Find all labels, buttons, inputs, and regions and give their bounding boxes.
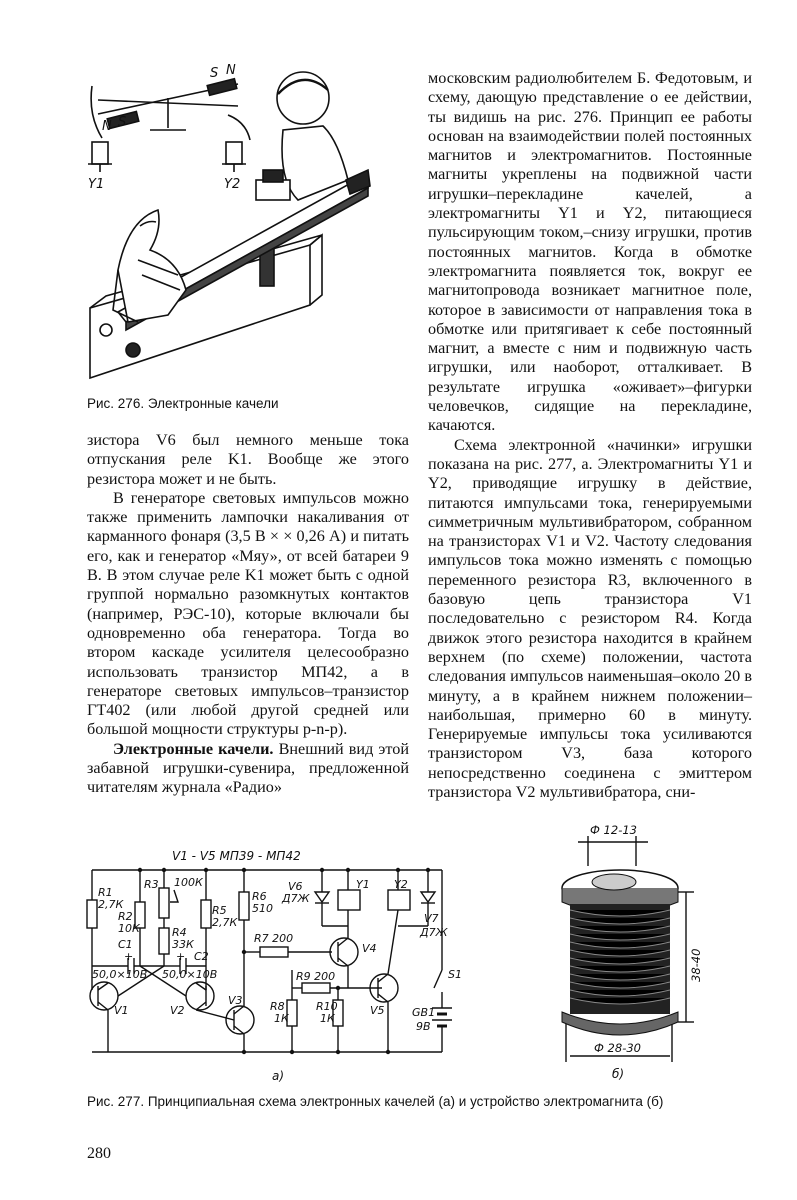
label-r1: R1 <box>98 886 113 899</box>
left-text-column <box>87 431 409 798</box>
paragraph: зистора V6 был немного меньше тока отпускания реле K1. Вообще же этого резистора может и не быть. <box>87 431 409 488</box>
label-s1: S1 <box>448 968 462 981</box>
value-r5: 2,7К <box>212 916 238 929</box>
value-r2: 10К <box>118 922 140 935</box>
label-r6: R6 <box>252 890 267 903</box>
plus-c1: + <box>124 950 134 963</box>
figure-276-illustration <box>78 60 423 395</box>
value-r6: 510 <box>252 902 273 915</box>
type-v7: Д7Ж <box>420 926 448 939</box>
label-v6: V6 <box>288 880 303 893</box>
coil-bottom-dimension: Ф 28-30 <box>594 1041 641 1055</box>
label-v4: V4 <box>362 942 377 955</box>
value-r8: 1К <box>274 1012 289 1025</box>
label-r9: R9 200 <box>296 970 336 983</box>
page-number: 280 <box>87 1145 111 1162</box>
label-r3: R3 <box>144 878 159 891</box>
paragraph: московским радиолюбителем Б. Федотовым, и схему, дающую представление о ее действии, ты видишь на рис. 276. Принцип ее работы основан на взаимодействии полей постоянных магнитов и электромагнитов. Постоянные магниты укреплены на подвижной части игрушки–перекладине качелей, а электромагниты Y1 и Y2, питающиеся пульсирующим током,–снизу игрушки, против постоянных магнитов. Когда в обмотке электромагнита появляется ток, вокруг ее магнитопровода возникает магнитное поле, которое в зависимости от направления тока в обмотке или притягивает к себе постоянный магнит, а вместе с ним и подвижную часть игрушки, или наоборот, отталкивает. В результате игрушка «оживает»–фигурки человечков, сидящие на перекладине, качаются. <box>428 69 752 435</box>
value-r4: 33К <box>172 938 194 951</box>
label-y1: Y1 <box>88 177 105 192</box>
label-y2-coil: Y2 <box>394 878 408 891</box>
sublabel-a: а) <box>272 1069 285 1083</box>
label-r2: R2 <box>118 910 133 923</box>
figure-276-caption: Рис. 276. Электронные качели <box>87 396 279 411</box>
label-r5: R5 <box>212 904 227 917</box>
coil-top-dimension: Ф 12-13 <box>590 823 637 837</box>
magnet-label-n-left: N <box>102 119 112 134</box>
label-v7: V7 <box>424 912 439 925</box>
paragraph <box>87 740 409 798</box>
label-y1-coil: Y1 <box>356 878 370 891</box>
figure-277a-schematic <box>82 840 462 1086</box>
label-c2: C2 <box>194 950 209 963</box>
value-c1: 50,0×10В <box>92 968 148 981</box>
paragraph: В генераторе световых импульсов можно также применить лампочки накаливания от карманного фонаря (3,5 В × × 0,26 А) и питать его, как и генератор «Мяу», от всей батареи 9 В. В этом случае реле K1 может быть с одной группой нормально разомкнутых контактов (например, РЭС-10), которые включали бы одновременно оба генератора. Тогда во втором каскаде усилителя целесообразно использовать транзистор МП42, а в генераторе световых импульсов–транзистор ГТ402 (или любой другой средней или большой мощности структуры p-n-p). <box>87 488 409 739</box>
value-c2: 50,0×10В <box>162 968 218 981</box>
figure-277-caption: Рис. 277. Принципиальная схема электронных качелей (а) и устройство электромагнита (б) <box>87 1094 664 1109</box>
section-heading: Электронные качели. <box>113 739 274 758</box>
label-v5: V5 <box>370 1004 385 1017</box>
figure-277b-coil <box>548 822 718 1084</box>
type-v6: Д7Ж <box>282 892 310 905</box>
coil-height-dimension: 38-40 <box>689 948 703 982</box>
paragraph: Схема электронной «начинки» игрушки показана на рис. 277, а. Электромагниты Y1 и Y2, приводящие игрушку в действие, питаются импульсами тока, генерируемыми симметричным мультивибратором, собранном на транзисторах V1 и V2. Частоту следования импульсов тока можно изменять с помощью переменного резистора R3, включенного в базовую цепь транзистора V1 последовательно с резистором R4. Когда движок этого резистора находится в крайнем верхнем (по схеме) положении, частота следования импульсов наименьшая–около 20 в минуту, а в крайнем нижнем положении–наибольшая, примерно 60 в минуту. Генерируемые импульсы тока усиливаются транзистором V3, база которого непосредственно соединена с эмиттером транзистора V2 мультивибратора, сни- <box>428 435 752 801</box>
label-r7: R7 200 <box>254 932 294 945</box>
label-v3: V3 <box>228 994 243 1007</box>
paragraph-text: Внешний вид этой забавной игрушки-сувенира, предложенной читателям журнала «Радио» <box>87 739 409 797</box>
label-gb1: GB1 <box>412 1006 436 1019</box>
magnet-label-s-right: S <box>210 66 219 81</box>
magnet-label-s-left: S <box>118 115 127 130</box>
label-r8: R8 <box>270 1000 285 1013</box>
magnet-label-n-right: N <box>226 63 236 78</box>
plus-c2: + <box>176 950 186 963</box>
value-r10: 1К <box>320 1012 335 1025</box>
right-text-column <box>428 69 752 802</box>
label-r10: R10 <box>316 1000 338 1013</box>
value-r3: 100К <box>174 876 203 889</box>
value-gb1: 9В <box>416 1020 431 1033</box>
label-v1: V1 <box>114 1004 129 1017</box>
schematic-header: V1 - V5 МП39 - МП42 <box>172 849 301 863</box>
value-r1: 2,7К <box>98 898 124 911</box>
sublabel-b: б) <box>612 1067 625 1081</box>
label-v2: V2 <box>170 1004 185 1017</box>
label-c1: C1 <box>118 938 133 951</box>
label-y2: Y2 <box>224 177 241 192</box>
label-r4: R4 <box>172 926 187 939</box>
